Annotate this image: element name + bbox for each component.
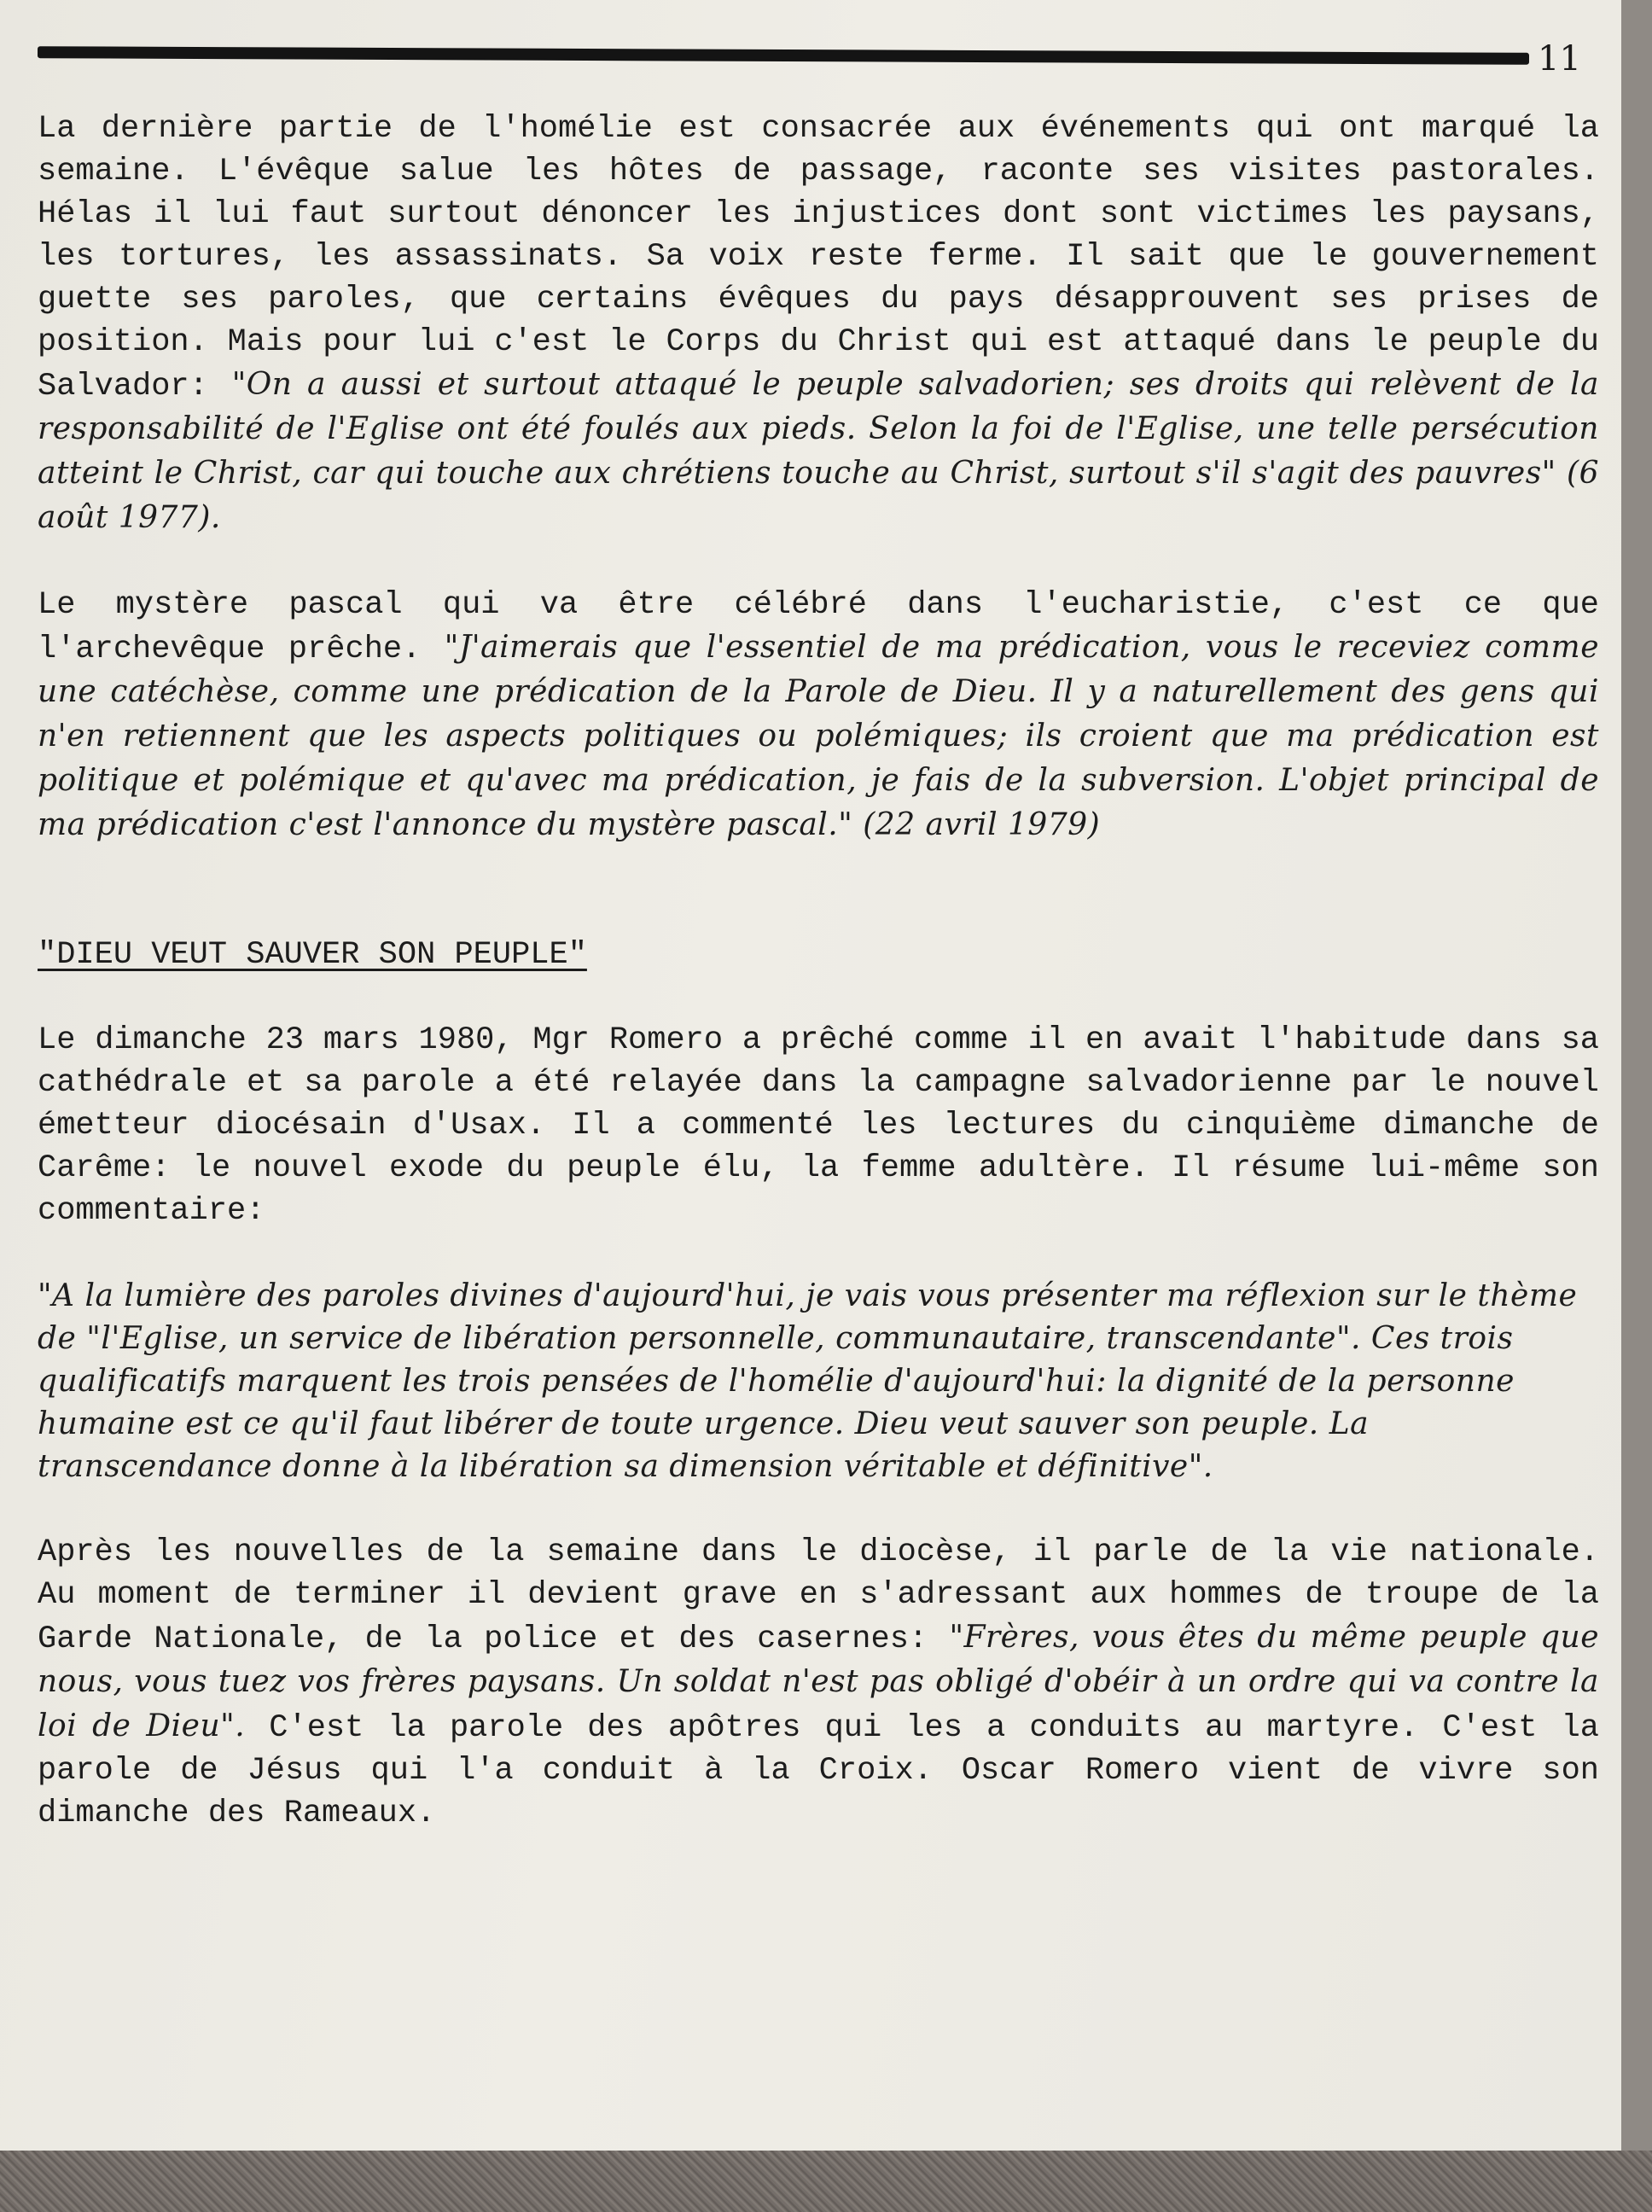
paragraph-paschal-mystery [38, 584, 1599, 848]
background-surface [0, 2151, 1652, 2212]
top-rule [38, 46, 1529, 65]
table-edge [1621, 0, 1652, 2151]
page-content [38, 108, 1599, 1877]
paragraph-text: Le mystère pascal qui va être célébré dans l'eucharistie, c'est ce que l'archevêque prêche. [38, 587, 1599, 667]
section-heading: "DIEU VEUT SAUVER SON PEUPLE" [38, 937, 587, 973]
paragraph-text-after: C'est la parole des apôtres qui les a conduits au martyre. C'est la parole de Jésus qui l'a conduit à la Croix. Oscar Romero vient de vivre son dimanche des Rameaux. [38, 1710, 1599, 1831]
paragraph-last-sunday [38, 1019, 1599, 1232]
quote-block: "A la lumière des paroles divines d'aujourd'hui, je vais vous présenter ma réflexion sur le thème de "l'Eglise, un service de libération personnelle, communautaire, transcendante". Ces trois qualificatifs marquent les trois pensées de l'homélie d'aujourd'hui: la dignité de la personne humaine est ce qu'il faut libérer de toute urgence. Dieu veut sauver son peuple. La transcendance donne à la libération sa dimension véritable et définitive". [38, 1278, 1578, 1484]
quote-inline: "J'aimerais que l'essentiel de ma prédication, vous le receviez comme une catéchèse, comme une prédication de la Parole de Dieu. Il y a naturellement des gens qui n'en retiennent que les aspects politiques ou polémiques; ils croient que ma prédication est politique et polémique et qu'avec ma prédication, je fais de la subversion. L'objet principal de ma prédication c'est l'annonce du mystère pascal." (22 avril 1979) [38, 630, 1599, 842]
paragraph-text: Le dimanche 23 mars 1980, Mgr Romero a prêché comme il en avait l'habitude dans sa cathédrale et sa parole a été relayée dans la campagne salvadorienne par le nouvel émetteur diocésain d'Usax. Il a commenté les lectures du cinquième dimanche de Carême: le nouvel exode du peuple élu, la femme adultère. Il résume lui-même son commentaire: [38, 1022, 1599, 1229]
paragraph-national-life [38, 1531, 1599, 1835]
quote-inline: "Frères, vous êtes du même peuple que nous, vous tuez vos frères paysans. Un soldat n'est pas obligé d'obéir à un ordre qui va contre la loi de Dieu". [38, 1620, 1599, 1743]
paragraph-text: Après les nouvelles de la semaine dans le diocèse, il parle de la vie nationale. Au moment de terminer il devient grave en s'adressant aux hommes de troupe de la Garde Nationale, de la police et des casernes: [38, 1534, 1599, 1657]
page-number: 11 [1538, 39, 1581, 79]
paragraph-homily-events [38, 108, 1599, 541]
quote-inline: "On a aussi et surtout attaqué le peuple salvadorien; ses droits qui relèvent de la responsabilité de l'Eglise ont été foulés aux pieds. Selon la foi de l'Eglise, une telle persécution atteint le Christ, car qui touche aux chrétiens touche au Christ, surtout s'il s'agit des pauvres" (6 août 1977). [38, 367, 1599, 535]
paragraph-text: La dernière partie de l'homélie est consacrée aux événements qui ont marqué la semaine. L'évêque salue les hôtes de passage, raconte ses visites pastorales. Hélas il lui faut surtout dénoncer les injustices dont sont victimes les paysans, les tortures, les assassinats. Sa voix reste ferme. Il sait que le gouvernement guette ses paroles, que certains évêques du pays désapprouvent ses prises de position. Mais pour lui c'est le Corps du Christ qui est attaqué dans le peuple du Salvador: [38, 111, 1599, 405]
